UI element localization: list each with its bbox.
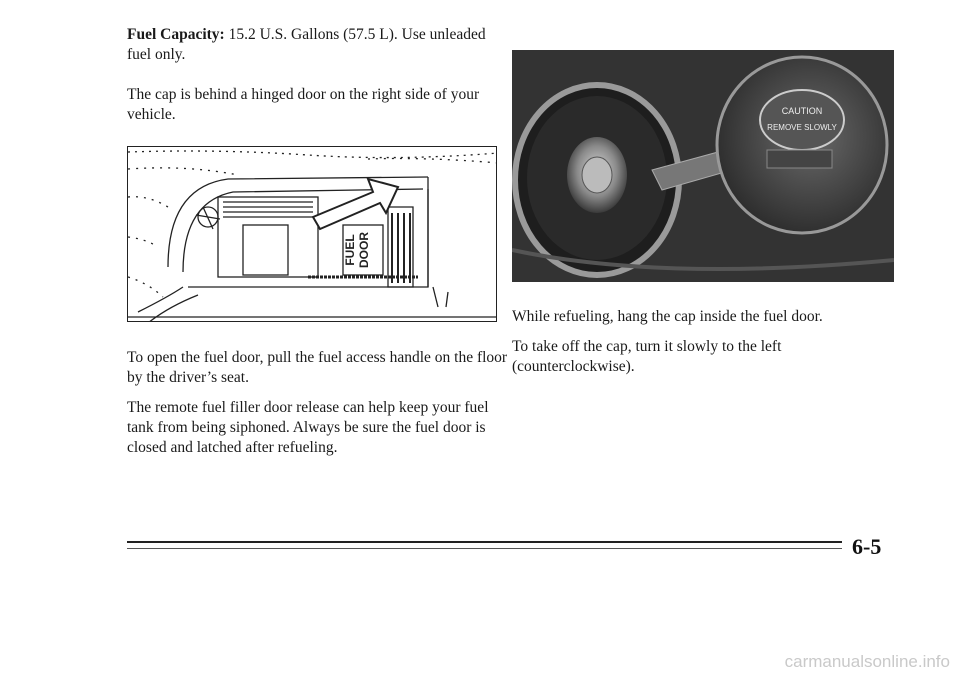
fuel-capacity-paragraph	[127, 25, 507, 65]
handle-label-door: DOOR	[357, 232, 371, 268]
fuel-door-handle-illustration	[127, 146, 497, 322]
source-watermark: carmanualsonline.info	[784, 652, 950, 671]
handle-label-fuel: FUEL	[343, 234, 357, 266]
remove-cap-paragraph: To take off the cap, turn it slowly to the left (counterclockwise).	[512, 338, 782, 375]
open-fuel-door-paragraph: To open the fuel door, pull the fuel access handle on the floor by the driver’s seat.	[127, 349, 508, 386]
fuel-cap-photo	[512, 50, 894, 282]
footer-rule-bottom	[127, 548, 842, 549]
cap-remove-slowly-text: REMOVE SLOWLY	[767, 123, 837, 132]
fuel-capacity-text: 15.2 U.S. Gallons (57.5 L). Use unleaded fuel only.	[127, 26, 486, 63]
cap-location-paragraph: The cap is behind a hinged door on the right side of your vehicle.	[127, 86, 480, 123]
fuel-cap-photo-drawing	[512, 50, 894, 282]
page-number: 6-5	[852, 534, 882, 559]
hang-cap-paragraph: While refueling, hang the cap inside the fuel door.	[512, 308, 823, 325]
remote-release-paragraph: The remote fuel filler door release can help keep your fuel tank from being siphoned. Always be sure the fuel door is closed and latched after refueling.	[127, 399, 489, 456]
fuel-door-handle-drawing	[128, 147, 497, 322]
footer-rule-top	[127, 541, 842, 543]
cap-caution-text: CAUTION	[781, 106, 823, 116]
fuel-capacity-label: Fuel Capacity:	[127, 26, 225, 43]
